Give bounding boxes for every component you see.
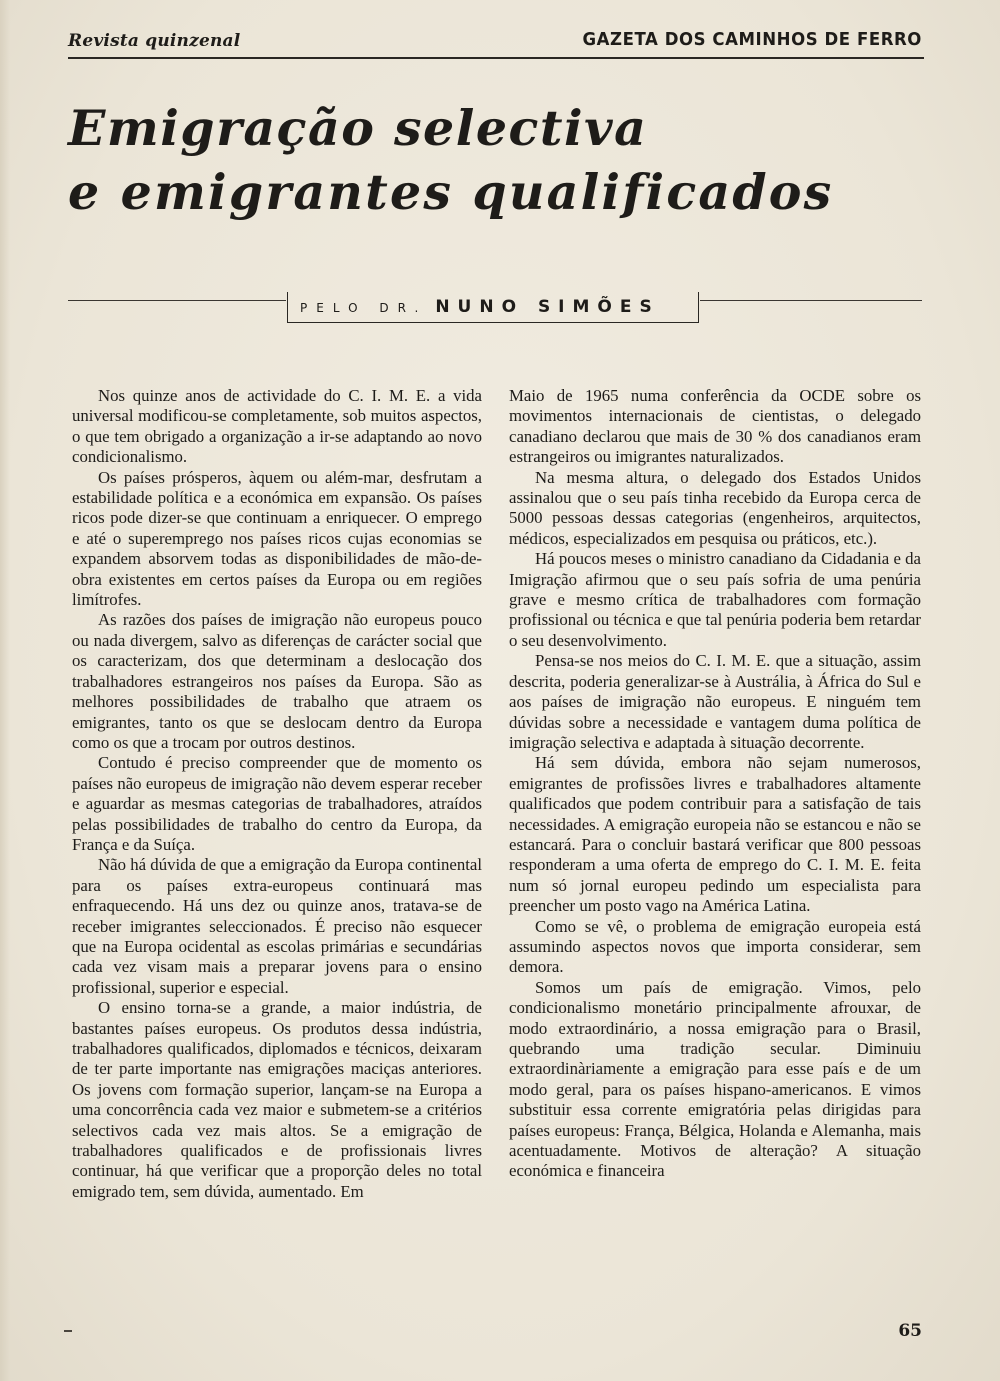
- byline-author: NUNO SIMÕES: [435, 297, 660, 317]
- paragraph: Os países prósperos, àquem ou além-mar, desfrutam a estabilidade política e a económica em expansão. Os países ricos pode dizer-se que continuam a enriquecer. O emprego e até o superemprego nos países ricos cujas economias se expandem absorvem todas as disponibilidades de mão-de-obra existentes em certos países da Europa ou em regiões limítrofes.: [72, 467, 482, 610]
- paragraph: O ensino torna-se a grande, a maior indústria, de bastantes países europeus. Os produtos dessa indústria, trabalhadores qualificados, diplomados e técnicos, deixaram de ter parte importante nas emigrações maciças anteriores. Os jovens com formação superior, lançam-se na Europa a uma concorrência cada vez maior e submetem-se a critérios selectivos cada vez mais altos. Se a emigração de trabalhadores qualificados e de profissionais livres continuar, há que verificar que a proporção deles no total emigrado tem, sem dúvida, aumentado. Em: [72, 998, 482, 1201]
- paragraph: As razões dos países de imigração não europeus pouco ou nada divergem, salvo as diferenças de carácter social que os caracterizam, dos que determinam a deslocação dos trabalhadores estrangeiros nos países da Europa. São as melhores possibilidades de trabalho que atraem os emigrantes, tanto os que se deslocam dentro da Europa como os que a trocam por outros destinos.: [72, 610, 482, 752]
- article-title: [68, 96, 928, 224]
- paragraph: Pensa-se nos meios do C. I. M. E. que a situação, assim descrita, poderia generalizar-se à Austrália, à África do Sul e aos países de imigração não europeus. E ninguém tem dúvidas sobre a necessidade e vantagem duma política de imigração selectiva e adaptada à situação decorrente.: [509, 651, 921, 752]
- header-rule: [68, 57, 924, 59]
- paragraph: Não há dúvida de que a emigração da Europa continental para os países extra-europeus continuará mas enfraquecendo. Há uns dez ou quinze anos, tratava-se de receber imigrantes seleccionados. É preciso não esquecer que na Europa ocidental as escolas primárias e secundárias cada vez visam mais a preparar jovens para o ensino profissional, superior e especial.: [72, 855, 482, 997]
- byline: [300, 297, 692, 317]
- paragraph-continued: Maio de 1965 numa conferência da OCDE sobre os movimentos internacionais de cientistas, o delegado canadiano declarou que mais de 30 % dos canadianos eram estrangeiros ou imigrantes naturalizados.: [509, 386, 921, 467]
- header-magazine-name: GAZETA DOS CAMINHOS DE FERRO: [582, 29, 922, 50]
- paragraph: Na mesma altura, o delegado dos Estados Unidos assinalou que o seu país tinha recebido da Europa cerca de 5000 pessoas dessas categorias (engenheiros, arquitectos, médicos, especializados em pesquisa ou práticos, etc.).: [509, 467, 921, 548]
- byline-rule-right: [700, 300, 922, 301]
- paragraph: Contudo é preciso compreender que de momento os países não europeus de imigração não devem esperar receber e aguardar as mesmas categorias de trabalhadores, atraídos pelas possibilidades de trabalho do centro da Europa, da França e da Suíça.: [72, 753, 482, 854]
- header-publication-frequency: Revista quinzenal: [68, 31, 241, 51]
- article-column-right: [509, 386, 921, 1182]
- byline-prefix: PELO DR.: [300, 301, 428, 315]
- binding-shadow: [0, 0, 10, 1381]
- paragraph: Há sem dúvida, embora não sejam numerosos, emigrantes de profissões livres e trabalhadores altamente qualificados que podem contribuir para a satisfação de tais necessidades. A emigração europeia não se estancou e não se estancará. Para o concluir bastará verificar que 800 pessoas responderam a uma oferta de emprego do C. I. M. E. feita num só jornal europeu pedindo um especialista para preencher um posto vago na América Latina.: [509, 753, 921, 916]
- paragraph: Somos um país de emigração. Vimos, pelo condicionalismo monetário principalmente afrouxar, de modo extraordinário, a nossa emigração para o Brasil, quebrando uma tradição secular. Diminuiu extraordinàriamente a emigração para esse país e de um modo geral, para os países hispano-americanos. E vimos substituir essa corrente emigratória pelas dirigidas para países europeus: França, Bélgica, Holanda e Alemanha, mais acentuadamente. Motivos de alteração? A situação económica e financeira: [509, 977, 921, 1181]
- article-title-line-2: e emigrantes qualificados: [68, 163, 834, 221]
- paragraph: Há poucos meses o ministro canadiano da Cidadania e da Imigração afirmou que o seu país sofria de uma penúria grave e mesmo crítica de trabalhadores com formação profissional ou técnica e que tal penúria poderia bem retardar o seu desenvolvimento.: [509, 549, 921, 650]
- article-column-left: [72, 386, 482, 1202]
- margin-mark: [64, 1330, 72, 1332]
- paragraph: Nos quinze anos de actividade do C. I. M. E. a vida universal modificou-se completamente, sob muitos aspectos, o que tem obrigado a organização a ir-se adaptando ao novo condicionalismo.: [72, 386, 482, 467]
- byline-rule-left: [68, 300, 286, 301]
- paragraph: Como se vê, o problema de emigração europeia está assumindo aspectos novos que importa considerar, sem demora.: [509, 916, 921, 977]
- article-title-line-1: Emigração selectiva: [68, 99, 648, 157]
- page-number: 65: [898, 1321, 922, 1341]
